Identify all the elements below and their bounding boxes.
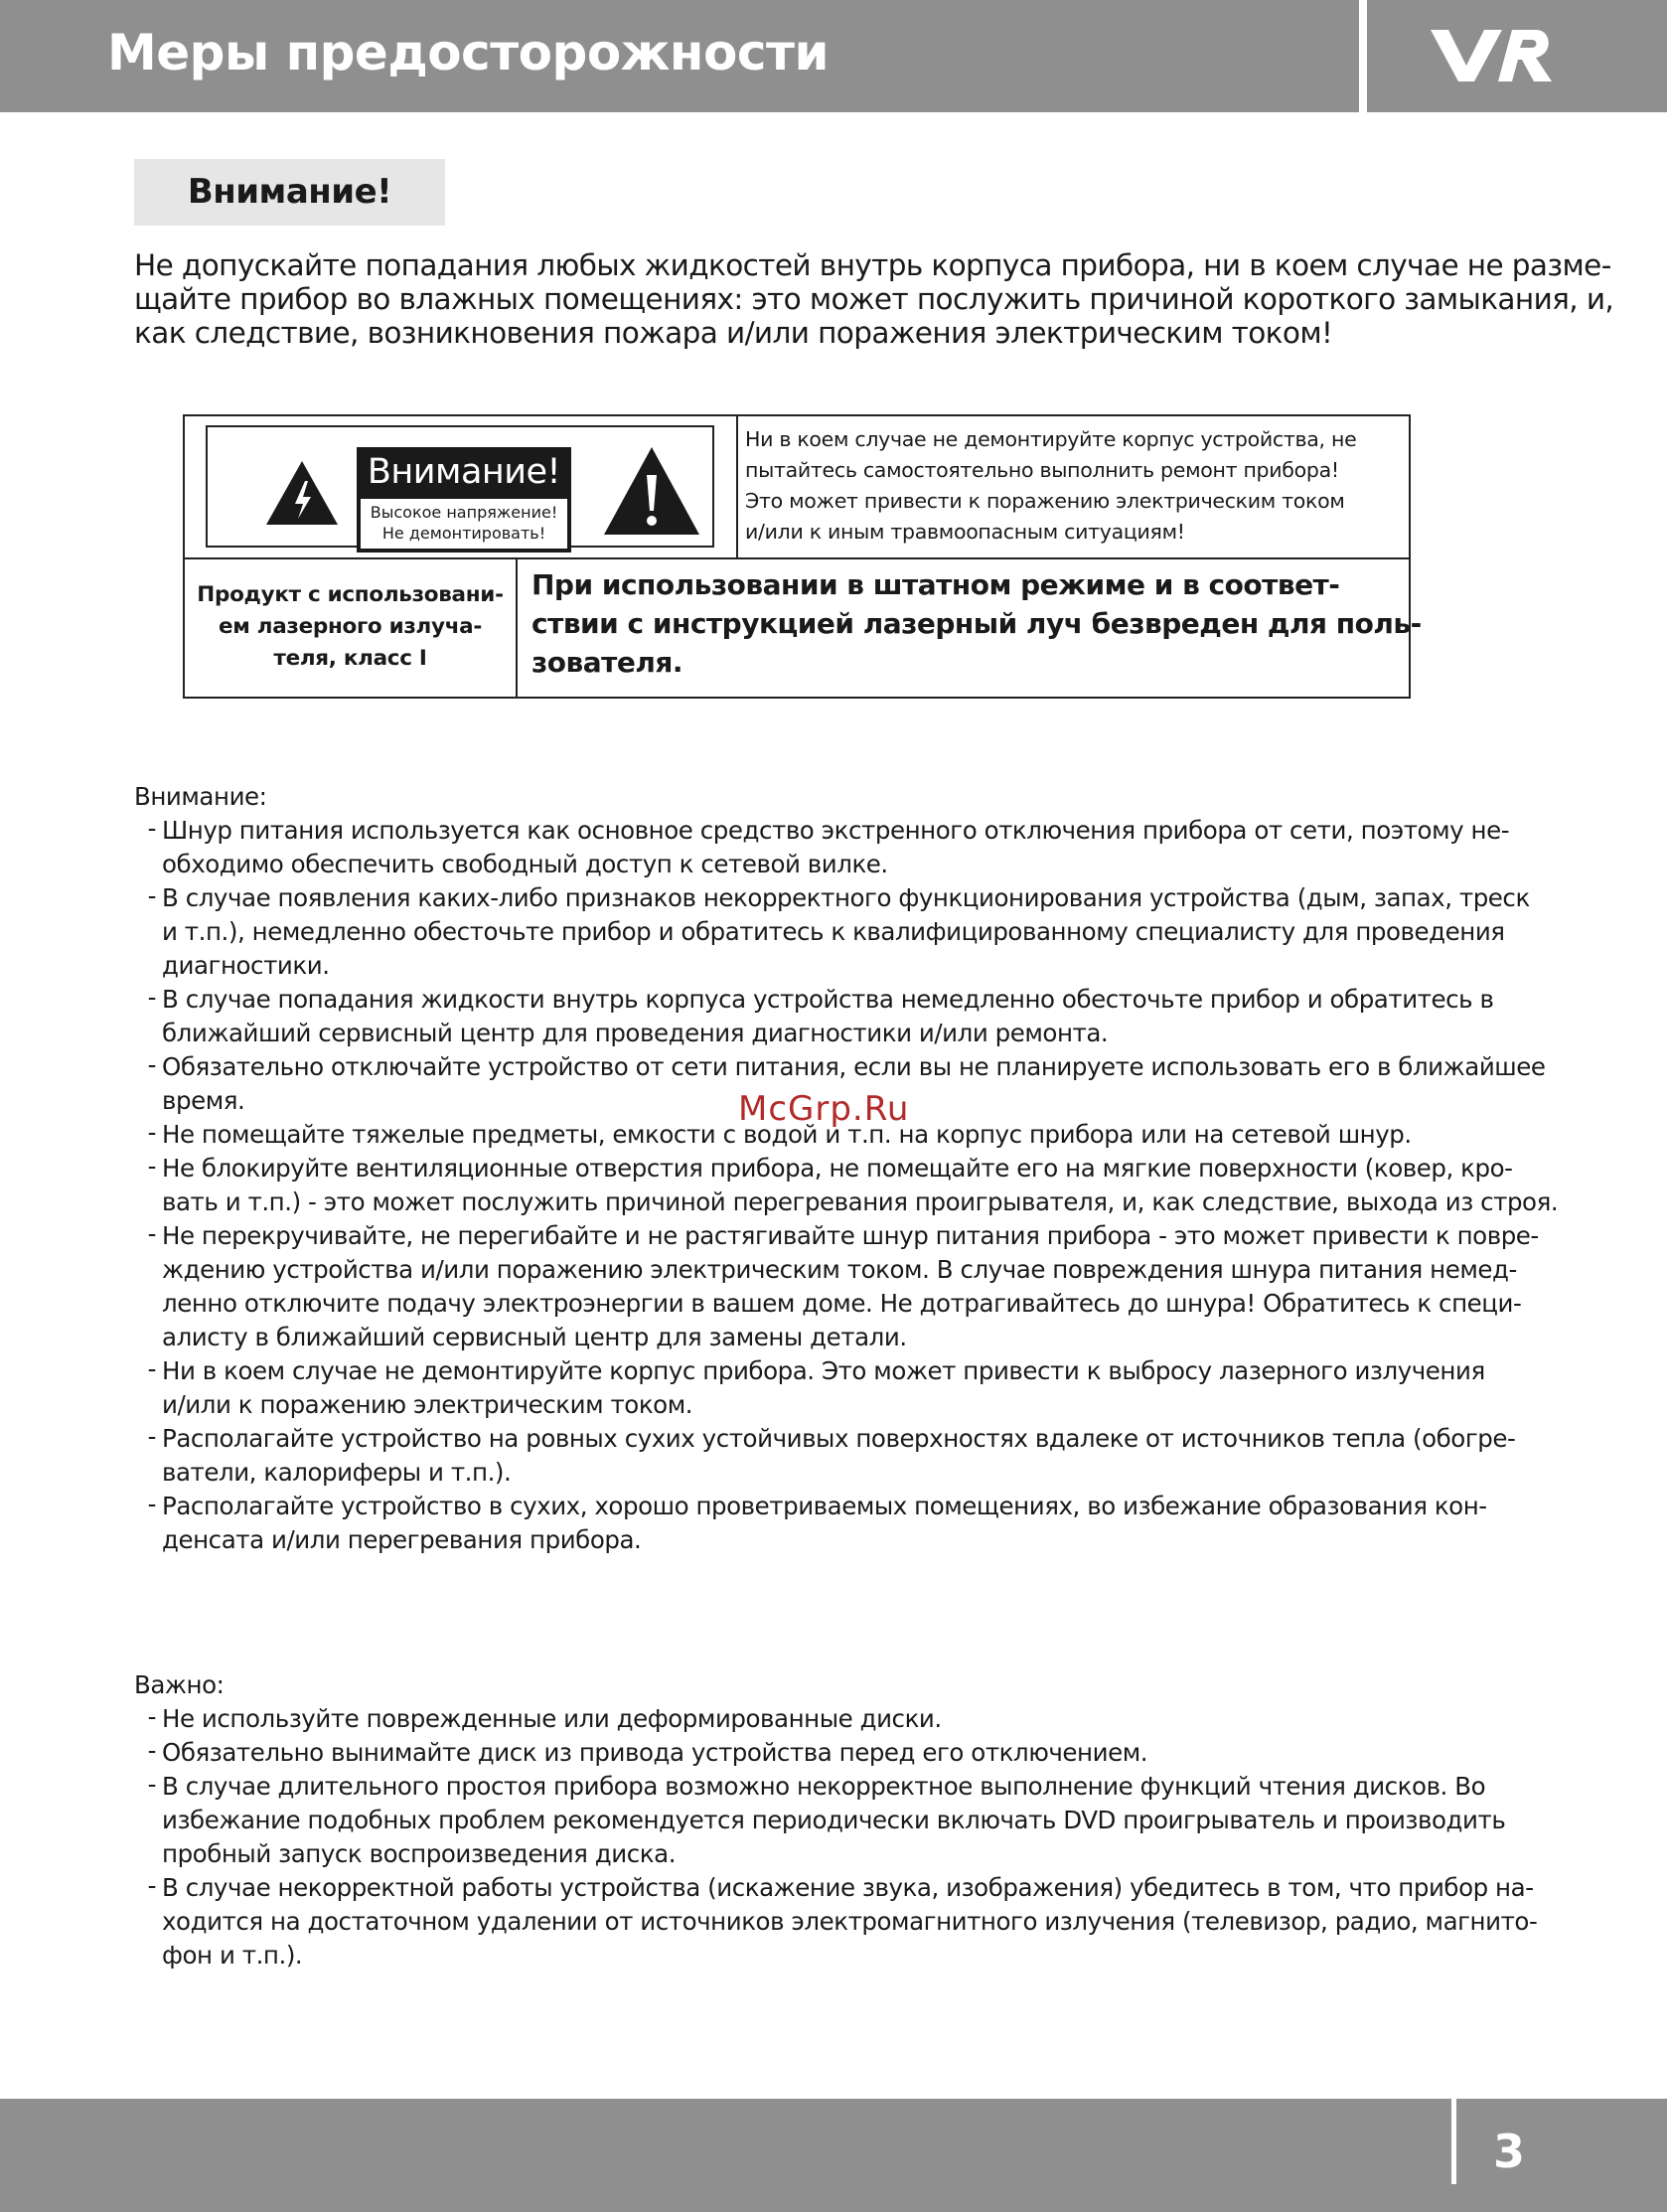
page-footer bbox=[0, 2099, 1667, 2212]
list-item-text bbox=[162, 983, 1493, 1050]
exclamation-triangle-icon bbox=[602, 445, 701, 537]
warning-sign-plate bbox=[357, 447, 571, 553]
list-item-text bbox=[162, 1354, 1485, 1422]
disassembly-warning-line: и/или к иным травмоопасным ситуациям! bbox=[745, 520, 1185, 544]
laser-safety-line: При использовании в штатном режиме и в соответ- bbox=[531, 568, 1340, 601]
laser-safety-line: зователя. bbox=[531, 646, 682, 679]
list-item-line: Располагайте устройство в сухих, хорошо проветриваемых помещениях, во избежание образования кон- bbox=[162, 1492, 1487, 1520]
bullet-dash: - bbox=[147, 881, 156, 910]
list-item-line: ватели, калориферы и т.п.). bbox=[162, 1458, 512, 1487]
warning-box-divider bbox=[516, 558, 518, 699]
bullet-dash: - bbox=[147, 1219, 156, 1248]
list-item-text bbox=[162, 1770, 1505, 1871]
list-item bbox=[134, 1354, 1585, 1422]
attention-section bbox=[134, 780, 1585, 1557]
vr-logo-icon bbox=[1427, 20, 1556, 91]
list-item bbox=[134, 1770, 1585, 1871]
list-item-line: избежание подобных проблем рекомендуется периодически включать DVD проигрыватель и производить bbox=[162, 1806, 1506, 1834]
list-item-line: В случае появления каких-либо признаков некорректного функционирования устройства (дым, запах, треск bbox=[162, 883, 1530, 912]
list-item bbox=[134, 1152, 1585, 1219]
important-heading: Важно: bbox=[134, 1670, 225, 1699]
warning-sign-line: Высокое напряжение! bbox=[370, 503, 558, 522]
high-voltage-triangle-icon bbox=[264, 459, 340, 527]
list-item bbox=[134, 1702, 1585, 1736]
list-item-line: фон и т.п.). bbox=[162, 1941, 303, 1970]
list-item-line: ходится на достаточном удалении от источников электромагнитного излучения (телевизор, радио, магнито- bbox=[162, 1907, 1538, 1936]
intro-paragraph bbox=[134, 248, 1614, 350]
list-item-line: В случае некорректной работы устройства (искажение звука, изображения) убедитесь в том, что прибор на- bbox=[162, 1873, 1534, 1902]
list-item-line: Не используйте поврежденные или деформированные диски. bbox=[162, 1704, 942, 1733]
list-item-text bbox=[162, 881, 1530, 983]
list-item bbox=[134, 1871, 1585, 1973]
bullet-dash: - bbox=[147, 1736, 156, 1765]
list-item-line: В случае длительного простоя прибора возможно некорректное выполнение функций чтения дисков. Во bbox=[162, 1772, 1486, 1801]
warning-sign-caption bbox=[361, 499, 567, 549]
list-item-text bbox=[162, 814, 1509, 881]
list-item bbox=[134, 1422, 1585, 1490]
disassembly-warning-line: Ни в коем случае не демонтируйте корпус устройства, не bbox=[745, 427, 1357, 451]
list-item-line: диагностики. bbox=[162, 951, 330, 980]
page-title: Меры предосторожности bbox=[107, 24, 829, 81]
laser-class-label bbox=[185, 579, 516, 675]
list-item-text bbox=[162, 1490, 1487, 1557]
list-item-line: денсата и/или перегревания прибора. bbox=[162, 1525, 642, 1554]
warning-box bbox=[183, 414, 1422, 699]
warning-sign-line: Не демонтировать! bbox=[381, 524, 546, 543]
list-item-line: Не блокируйте вентиляционные отверстия прибора, не помещайте его на мягкие поверхности (ковер, кро- bbox=[162, 1154, 1513, 1183]
list-item-line: время. bbox=[162, 1086, 245, 1115]
bullet-dash: - bbox=[147, 983, 156, 1012]
list-item-line: пробный запуск воспроизведения диска. bbox=[162, 1839, 677, 1868]
warning-box-divider bbox=[185, 557, 1409, 559]
list-item-text bbox=[162, 1219, 1539, 1354]
page-header bbox=[0, 0, 1667, 112]
footer-divider bbox=[1451, 2099, 1456, 2184]
list-item-line: обходимо обеспечить свободный доступ к сетевой вилке. bbox=[162, 850, 888, 878]
list-item-text bbox=[162, 1152, 1558, 1219]
list-item-line: алисту в ближайший сервисный центр для замены детали. bbox=[162, 1323, 907, 1351]
page-number: 3 bbox=[1493, 2125, 1526, 2178]
list-item-line: В случае попадания жидкости внутрь корпуса устройства немедленно обесточьте прибор и обратитесь в bbox=[162, 985, 1494, 1014]
bullet-dash: - bbox=[147, 1152, 156, 1181]
bullet-dash: - bbox=[147, 1490, 156, 1518]
laser-safety-line: ствии с инструкцией лазерный луч безвреден для поль- bbox=[531, 607, 1422, 640]
laser-class-line: Продукт с использовани- bbox=[197, 582, 504, 607]
list-item-line: Обязательно вынимайте диск из привода устройства перед его отключением. bbox=[162, 1738, 1148, 1767]
disassembly-warning-line: Это может привести к поражению электрическим током bbox=[745, 489, 1345, 513]
laser-class-line: ем лазерного излуча- bbox=[219, 614, 482, 639]
watermark: McGrp.Ru bbox=[738, 1089, 910, 1129]
list-item-line: и/или к поражению электрическим током. bbox=[162, 1390, 693, 1419]
intro-line: как следствие, возникновения пожара и/или поражения электрическим током! bbox=[134, 316, 1333, 350]
list-item bbox=[134, 1490, 1585, 1557]
bullet-dash: - bbox=[147, 1050, 156, 1079]
laser-safety-text bbox=[531, 565, 1422, 682]
list-item-line: Располагайте устройство на ровных сухих устойчивых поверхностях вдалеке от источников тепла (обогре- bbox=[162, 1424, 1516, 1453]
bullet-dash: - bbox=[147, 1871, 156, 1900]
laser-class-line: теля, класс I bbox=[273, 646, 427, 671]
list-item bbox=[134, 1219, 1585, 1354]
list-item-line: вать и т.п.) - это может послужить причиной перегревания проигрывателя, и, как следствие, выхода из строя. bbox=[162, 1187, 1559, 1216]
list-item-line: Шнур питания используется как основное средство экстренного отключения прибора от сети, поэтому не- bbox=[162, 816, 1510, 845]
bullet-dash: - bbox=[147, 1354, 156, 1383]
warning-sign-title: Внимание! bbox=[367, 452, 561, 492]
list-item-line: Не перекручивайте, не перегибайте и не растягивайте шнур питания прибора - это может привести к повре- bbox=[162, 1221, 1539, 1250]
list-item bbox=[134, 814, 1585, 881]
disassembly-warning-text bbox=[745, 424, 1401, 548]
intro-line: щайте прибор во влажных помещениях: это может послужить причиной короткого замыкания, и, bbox=[134, 282, 1614, 316]
list-item bbox=[134, 983, 1585, 1050]
list-item-line: ленно отключите подачу электроэнергии в вашем доме. Не дотрагивайтесь до шнура! Обратитесь к специ- bbox=[162, 1289, 1522, 1318]
attention-badge-label: Внимание! bbox=[187, 172, 392, 212]
list-item-line: Не помещайте тяжелые предметы, емкости с водой и т.п. на корпус прибора или на сетевой шнур. bbox=[162, 1120, 1412, 1149]
header-divider bbox=[1359, 0, 1367, 112]
list-item-line: ближайший сервисный центр для проведения диагностики и/или ремонта. bbox=[162, 1019, 1109, 1047]
list-item-text bbox=[162, 1422, 1515, 1490]
warning-sign bbox=[206, 425, 714, 548]
intro-line: Не допускайте попадания любых жидкостей внутрь корпуса прибора, ни в коем случае не разме- bbox=[134, 248, 1611, 282]
warning-box-divider bbox=[736, 416, 738, 558]
list-item-line: ждению устройства и/или поражению электрическим током. В случае повреждения шнура питания немед- bbox=[162, 1255, 1517, 1284]
list-item-line: и т.п.), немедленно обесточьте прибор и обратитесь к квалифицированному специалисту для проведения bbox=[162, 917, 1505, 946]
list-item-text bbox=[162, 1871, 1537, 1973]
list-item-line: Обязательно отключайте устройство от сети питания, если вы не планируете использовать его в ближайшее bbox=[162, 1052, 1546, 1081]
important-section bbox=[134, 1668, 1585, 1973]
bullet-dash: - bbox=[147, 1422, 156, 1451]
attention-badge bbox=[134, 159, 445, 226]
bullet-dash: - bbox=[147, 814, 156, 843]
list-item bbox=[134, 1736, 1585, 1770]
list-item-line: Ни в коем случае не демонтируйте корпус прибора. Это может привести к выбросу лазерного излучения bbox=[162, 1356, 1485, 1385]
list-item-text bbox=[162, 1736, 1147, 1770]
bullet-dash: - bbox=[147, 1770, 156, 1799]
bullet-dash: - bbox=[147, 1702, 156, 1731]
list-item-text bbox=[162, 1702, 942, 1736]
list-item bbox=[134, 881, 1585, 983]
attention-heading: Внимание: bbox=[134, 782, 267, 811]
disassembly-warning-line: пытайтесь самостоятельно выполнить ремонт прибора! bbox=[745, 458, 1339, 482]
bullet-dash: - bbox=[147, 1118, 156, 1147]
